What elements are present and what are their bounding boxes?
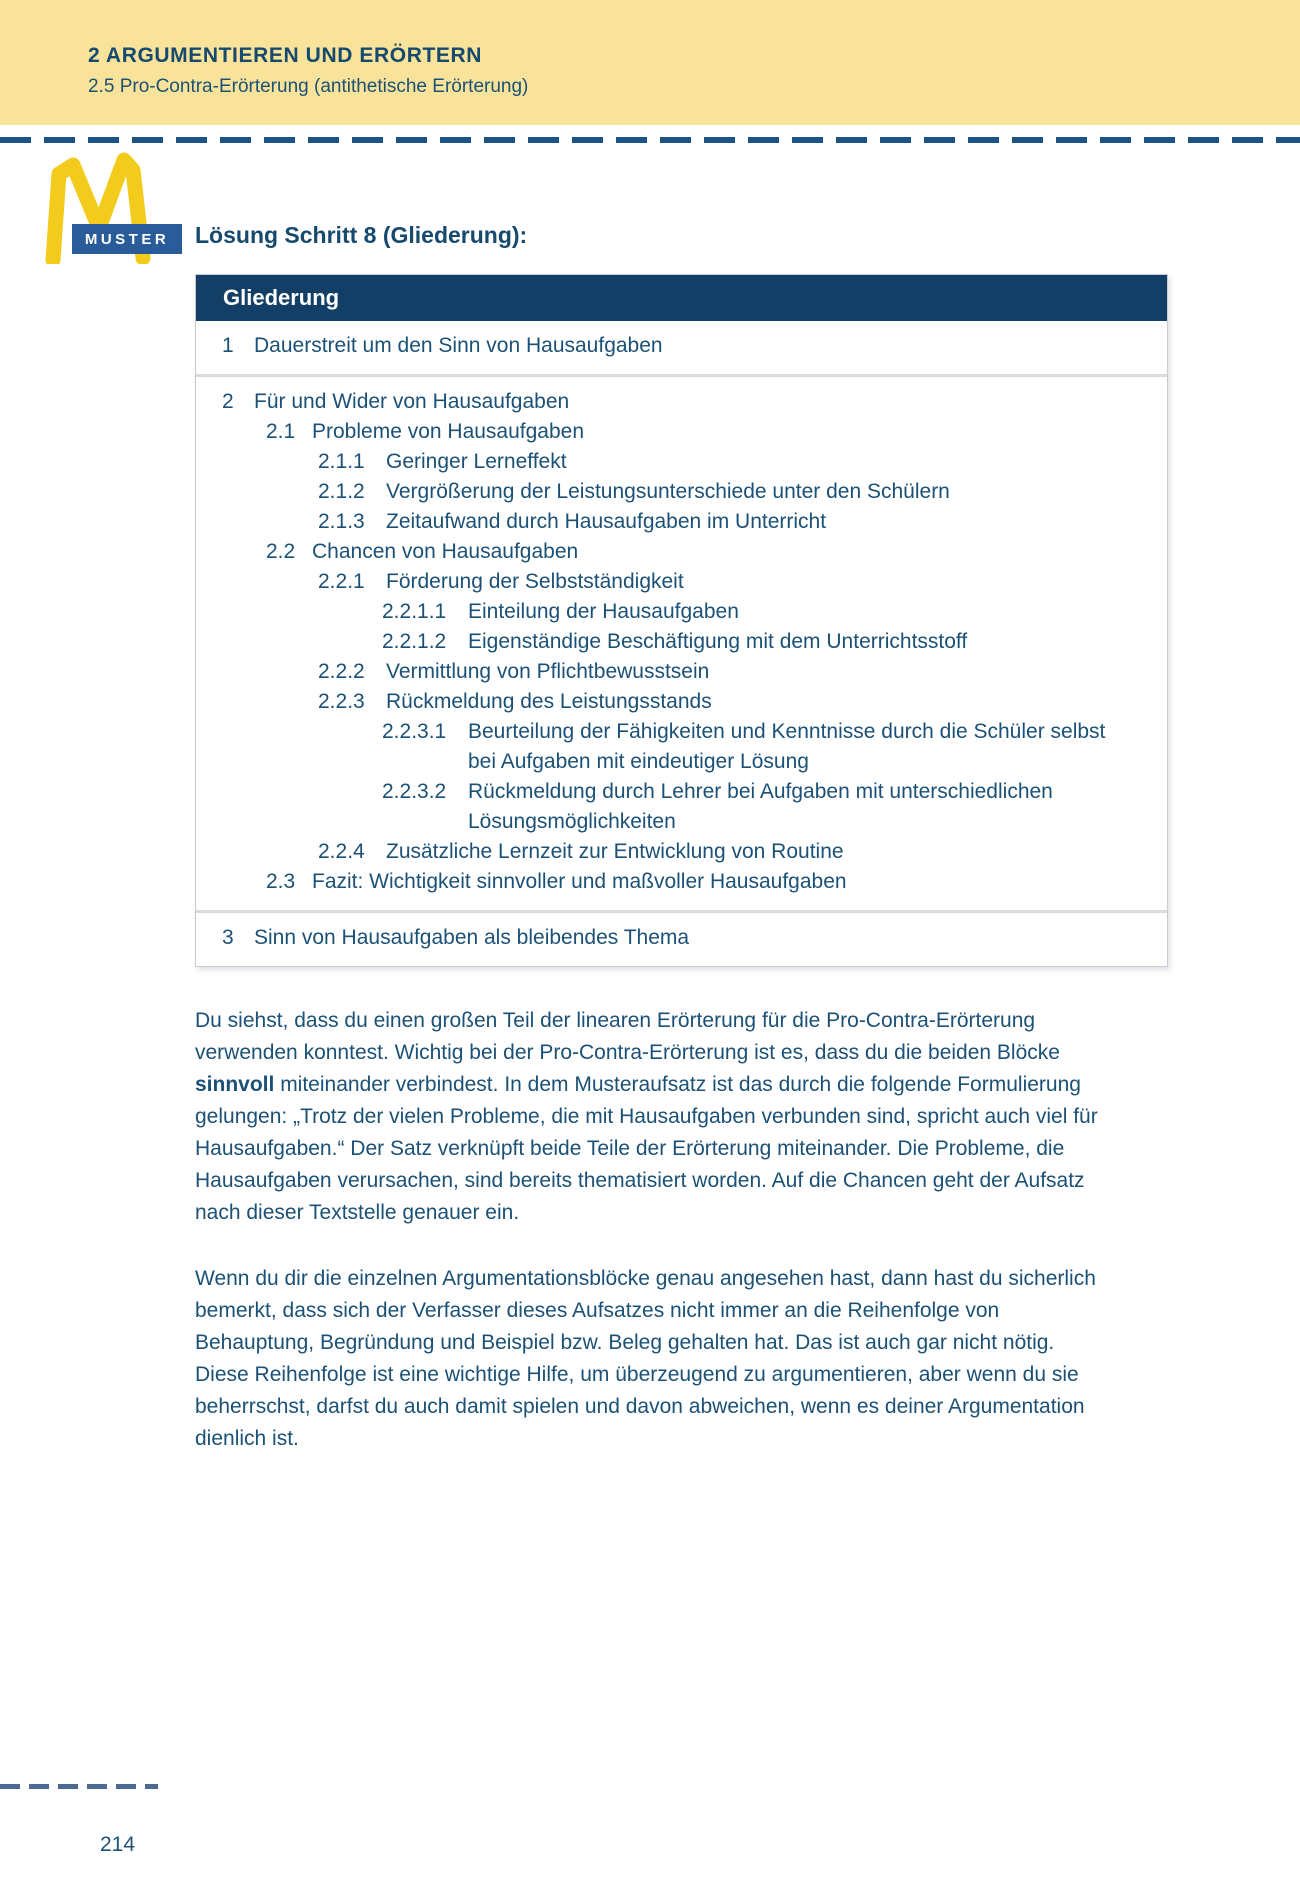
outline-item-text: Einteilung der Hausaufgaben	[468, 600, 739, 623]
paragraph-bold-text: sinnvoll	[195, 1073, 275, 1096]
outline-item-number: 2.1	[266, 420, 296, 443]
outline-item-number: 2.2.4	[318, 840, 365, 863]
outline-item-number: 2.2	[266, 540, 296, 563]
outline-item-text: Förderung der Selbstständigkeit	[386, 570, 684, 593]
outline-section	[196, 910, 1167, 966]
outline-box-title: Gliederung	[223, 285, 340, 310]
body-paragraphs	[195, 1005, 1111, 1455]
outline-item-number: 2	[222, 390, 234, 413]
outline-item-text: Vergrößerung der Leistungsunterschiede unter den Schülern	[386, 480, 950, 503]
outline-item-number: 2.1.3	[318, 510, 365, 533]
outline-item-number: 2.1.1	[318, 450, 365, 473]
page-header-band	[0, 0, 1300, 125]
outline-item	[196, 387, 1139, 417]
outline-item-number: 2.2.3	[318, 690, 365, 713]
paragraph	[195, 1005, 1111, 1229]
outline-item-text: Vermittlung von Pflichtbewusstsein	[386, 660, 710, 683]
outline-item	[196, 717, 1139, 777]
outline-item-number: 1	[222, 334, 234, 357]
footer-dashed-rule	[0, 1784, 158, 1789]
outline-item-text: Rückmeldung des Leistungsstands	[386, 690, 712, 713]
outline-item	[196, 417, 1139, 447]
outline-section	[196, 374, 1167, 910]
outline-box-header	[196, 275, 1167, 321]
outline-sections	[196, 321, 1167, 966]
outline-box	[195, 274, 1168, 967]
outline-item	[196, 777, 1139, 837]
outline-item-text: Geringer Lerneffekt	[386, 450, 567, 473]
paragraph-text: Wenn du dir die einzelnen Argumentationsblöcke genau angesehen hast, dann hast du sicherlich bemerkt, dass sich der Verfasser dieses Aufsatzes nicht immer an die Reihenfolge von Behauptung, Begründung und Beispiel bzw. Beleg gehalten hat. Das ist auch gar nicht nötig. Diese Reihenfolge ist eine wichtige Hilfe, um überzeugend zu argumentieren, aber wenn du sie beherrschst, darfst du auch damit spielen und davon abweichen, wenn es deiner Argumentation dienlich ist.	[195, 1267, 1096, 1450]
paragraph-text: Du siehst, dass du einen großen Teil der linearen Erörterung für die Pro-Contra-Erörterung verwenden konntest. Wichtig bei der Pro-Contra-Erörterung ist es, dass du die beiden Blöcke	[195, 1009, 1060, 1064]
section-title: 2.5 Pro-Contra-Erörterung (antithetische Erörterung)	[88, 76, 529, 97]
outline-item	[196, 447, 1139, 477]
paragraph-text: miteinander verbindest. In dem Musteraufsatz ist das durch die folgende Formulierung gelungen: „Trotz der vielen Probleme, die mit Hausaufgaben verbunden sind, spricht auch viel für Hausaufgaben.“ Der Satz verknüpft beide Teile der Erörterung miteinander. Die Probleme, die Hausaufgaben verursachen, sind bereits thematisiert worden. Auf die Chancen geht der Aufsatz nach dieser Textstelle genauer ein.	[195, 1073, 1098, 1224]
outline-item-text: Chancen von Hausaufgaben	[312, 540, 579, 563]
outline-item-number: 2.3	[266, 870, 296, 893]
outline-item-text: Probleme von Hausaufgaben	[312, 420, 585, 443]
paragraph	[195, 1263, 1111, 1455]
chapter-title: 2 ARGUMENTIEREN UND ERÖRTERN	[88, 44, 483, 67]
outline-item-number: 2.2.3.2	[382, 780, 447, 803]
muster-badge	[72, 224, 182, 254]
outline-item	[196, 567, 1139, 597]
outline-item	[196, 867, 1139, 897]
outline-item	[196, 597, 1139, 627]
outline-item-text: Zeitaufwand durch Hausaufgaben im Unterricht	[386, 510, 827, 533]
outline-item-text: Für und Wider von Hausaufgaben	[254, 390, 570, 413]
outline-item-number: 2.2.1	[318, 570, 365, 593]
outline-item-text: Rückmeldung durch Lehrer bei Aufgaben mit unterschiedlichen Lösungsmöglichkeiten	[468, 780, 1053, 833]
outline-item	[196, 477, 1139, 507]
outline-item	[196, 837, 1139, 867]
outline-item-number: 2.2.2	[318, 660, 365, 683]
outline-item	[196, 331, 1139, 361]
outline-item-text: Eigenständige Beschäftigung mit dem Unterrichtsstoff	[468, 630, 968, 653]
outline-item	[196, 537, 1139, 567]
outline-item	[196, 507, 1139, 537]
page-number: 214	[100, 1833, 136, 1856]
content-column	[195, 222, 1168, 1489]
outline-item-number: 3	[222, 926, 234, 949]
outline-item-text: Zusätzliche Lernzeit zur Entwicklung von Routine	[386, 840, 844, 863]
outline-section	[196, 321, 1167, 374]
outline-item-number: 2.2.1.2	[382, 630, 447, 653]
outline-item-text: Beurteilung der Fähigkeiten und Kenntnisse durch die Schüler selbst bei Aufgaben mit eindeutiger Lösung	[468, 720, 1106, 773]
header-dashed-rule	[0, 137, 1300, 143]
outline-item	[196, 923, 1139, 953]
outline-item	[196, 657, 1139, 687]
outline-item-text: Dauerstreit um den Sinn von Hausaufgaben	[254, 334, 663, 357]
outline-item-number: 2.2.1.1	[382, 600, 447, 623]
outline-item-number: 2.1.2	[318, 480, 365, 503]
outline-item-text: Fazit: Wichtigkeit sinnvoller und maßvoller Hausaufgaben	[312, 870, 847, 893]
outline-item	[196, 687, 1139, 717]
outline-item-text: Sinn von Hausaufgaben als bleibendes Thema	[254, 926, 690, 949]
solution-heading: Lösung Schritt 8 (Gliederung):	[195, 222, 528, 248]
outline-item-number: 2.2.3.1	[382, 720, 447, 743]
muster-badge-label: MUSTER	[84, 230, 170, 248]
outline-item	[196, 627, 1139, 657]
